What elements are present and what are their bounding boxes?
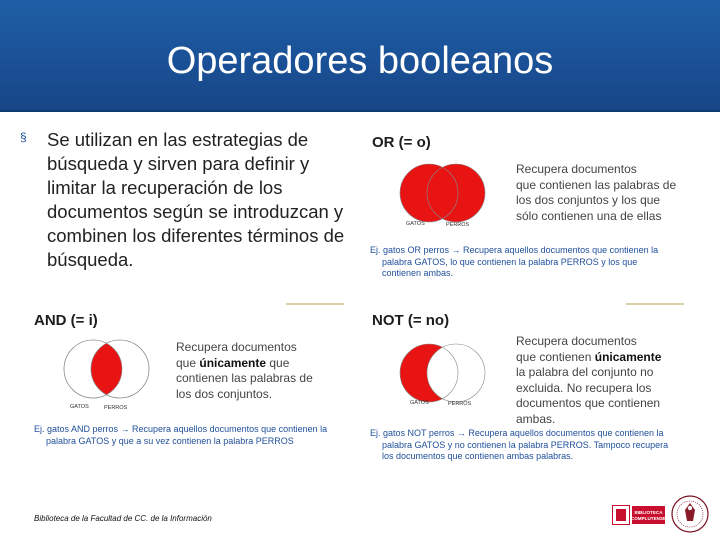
not-example: [370, 428, 668, 463]
or-desc-line: que contienen las palabras de: [516, 177, 677, 192]
logo-line1: BIBLIOTECA: [634, 510, 663, 515]
or-example-line: palabra GATOS, lo que contienen la palabra PERROS y los que: [382, 256, 638, 267]
not-desc-line: la palabra del conjunto no: [516, 365, 654, 379]
and-desc-line: los dos conjuntos.: [176, 386, 273, 401]
not-desc-line: documentos que contienen: [516, 396, 661, 410]
and-label-gatos: GATOS: [70, 404, 89, 410]
divider-rule-left: [286, 303, 344, 305]
not-example-line: Ej. gatos NOT perros → Recupera aquellos documentos que contienen la: [370, 428, 664, 438]
and-venn-diagram: [56, 336, 174, 406]
bullet-marker: §: [20, 130, 27, 144]
and-desc-line: contienen las palabras de: [176, 371, 313, 385]
footer-credit: Biblioteca de la Facultad de CC. de la Información: [34, 514, 212, 523]
or-title: OR (= o): [372, 134, 431, 151]
not-desc-text: que contienen: [516, 349, 595, 364]
and-example: [34, 424, 327, 447]
not-desc-line: ambas.: [516, 411, 556, 426]
or-desc-line: los dos conjuntos y los que: [516, 193, 661, 207]
and-desc-emphasis: únicamente: [199, 355, 267, 370]
not-circle-perros: [427, 344, 485, 402]
or-desc-line: Recupera documentos: [516, 162, 637, 176]
and-label-perros: PERROS: [104, 405, 128, 411]
biblioteca-complutense-logo: [612, 504, 666, 526]
or-label-gatos: GATOS: [406, 221, 425, 227]
logo-line2: COMPLUTENSE: [630, 516, 666, 521]
or-venn-diagram: [392, 160, 510, 230]
or-example: [370, 245, 658, 280]
bullet-text: Se utilizan en las estrategias de búsqueda y sirven para definir y limitar la recuperación de los documentos según se introduzcan y combinen los diferentes términos de búsqueda.: [47, 129, 345, 270]
university-seal-icon: [670, 494, 710, 534]
divider-rule-right: [626, 303, 684, 305]
or-label-perros: PERROS: [446, 222, 470, 228]
and-description: [176, 340, 313, 402]
header-divider: [0, 110, 720, 112]
and-desc-text: que: [266, 355, 290, 370]
and-example-line: Ej. gatos AND perros → Recupera aquellos documentos que contienen la: [34, 424, 328, 434]
not-desc-line: excluida. No recupera los: [516, 380, 652, 395]
or-example-line: Ej. gatos OR perros → Recupera aquellos documentos que contienen la: [370, 245, 659, 255]
slide-title: Operadores booleanos: [166, 40, 554, 82]
or-desc-line: sólo contienen una de ellas: [516, 208, 662, 223]
and-desc-text: que: [176, 355, 200, 370]
not-title: NOT (= no): [372, 312, 450, 329]
and-example-line: palabra GATOS y que a su vez contienen la palabra PERROS: [46, 435, 294, 446]
or-example-line: contienen ambas.: [382, 268, 454, 278]
and-title: AND (= i): [34, 312, 98, 329]
not-desc-line: [516, 350, 661, 366]
not-description: [516, 334, 661, 427]
not-desc-emphasis: únicamente: [594, 349, 662, 364]
not-example-line: los documentos que contienen ambas palabras.: [382, 451, 574, 461]
not-example-line: palabra GATOS y no contienen la palabra PERROS. Tampoco recupera: [382, 439, 669, 450]
and-desc-line: [176, 356, 313, 372]
not-label-perros: PERROS: [448, 401, 472, 407]
not-label-gatos: GATOS: [410, 400, 429, 406]
not-desc-line: Recupera documentos: [516, 334, 637, 348]
and-desc-line: Recupera documentos: [176, 340, 297, 354]
or-description: [516, 162, 676, 224]
